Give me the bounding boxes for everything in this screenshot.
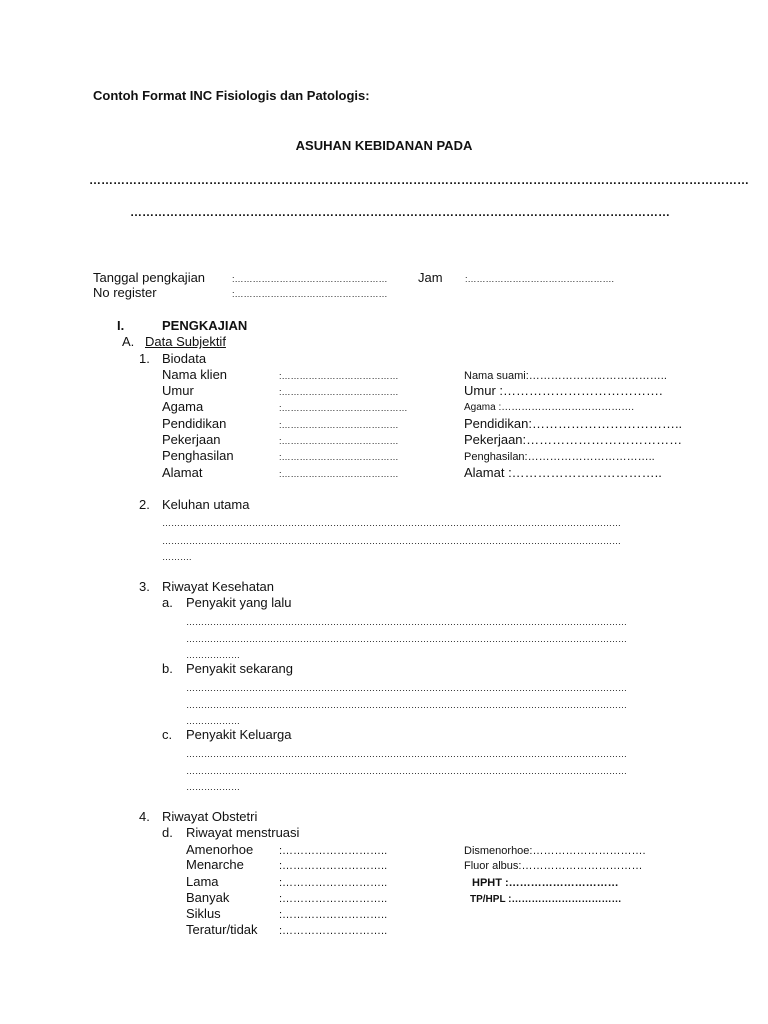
penyakit-sekarang-fill-line: …………………………………………………………………………………………………………………………………: [186, 700, 627, 710]
menstruasi-right-field: HPHT :…………………………: [472, 877, 619, 889]
menstruasi-left-field: :………………………..: [279, 893, 388, 905]
biodata-left-label: Pendidikan: [162, 416, 227, 431]
menstruasi-right-field: Dismenorhoe:………………………….: [464, 845, 646, 857]
biodata-number: 1.: [139, 351, 150, 366]
keluhan-fill-line: ………………………………………………………………………………………………………………………………………: [162, 536, 621, 546]
keluhan-fill-line: ……….: [162, 552, 192, 562]
keluhan-fill-line: ………………………………………………………………………………………………………………………………………: [162, 518, 621, 528]
menstruasi-left-field: :………………………..: [279, 860, 388, 872]
menstruasi-left-label: Siklus: [186, 906, 221, 921]
biodata-left-label: Alamat: [162, 465, 203, 480]
menstruasi-left-field: :………………………..: [279, 925, 388, 937]
title-fill-line-1: …………………………………………………………………………………………………………………………………………………: [89, 173, 749, 187]
penyakit-lalu-letter: a.: [162, 595, 173, 610]
menstruasi-right-field: Fluor albus:……………………………: [464, 860, 643, 872]
menstruasi-left-label: Amenorhoe: [186, 842, 254, 857]
keluhan-number: 2.: [139, 497, 150, 512]
biodata-left-field: :…………………………………: [279, 387, 399, 397]
menstruasi-letter: d.: [162, 825, 173, 840]
biodata-right-field: Alamat :……………………………..: [464, 465, 662, 480]
biodata-left-label: Pekerjaan: [162, 432, 221, 447]
penyakit-lalu-title: Penyakit yang lalu: [186, 595, 292, 610]
obstetri-number: 4.: [139, 809, 150, 824]
biodata-left-label: Penghasilan: [162, 448, 234, 463]
biodata-right-field: Pekerjaan:………………………………: [464, 432, 683, 447]
biodata-right-field: Umur :……………………………….: [464, 383, 663, 398]
menstruasi-left-field: :………………………..: [279, 845, 388, 857]
biodata-left-label: Agama: [162, 399, 204, 414]
biodata-right-field: Pendidikan:……………………………..: [464, 416, 683, 431]
menstruasi-left-field: :………………………..: [279, 909, 388, 921]
intro-heading: Contoh Format INC Fisiologis dan Patologis:: [93, 88, 370, 103]
menstruasi-left-label: Teratur/tidak: [186, 922, 258, 937]
biodata-left-field: :…………………………………: [279, 371, 399, 381]
subsection-letter: A.: [122, 334, 135, 349]
biodata-left-field: :……………………………………: [279, 403, 408, 413]
section-number: I.: [117, 318, 125, 333]
riwayat-kesehatan-title: Riwayat Kesehatan: [162, 579, 275, 594]
penyakit-sekarang-fill-line: …………………………………………………………………………………………………………………………………: [186, 683, 627, 693]
biodata-right-field: Nama suami:………………………………..: [464, 370, 667, 382]
menstruasi-left-field: :………………………..: [279, 877, 388, 889]
noregister-field: :……………………………………………: [232, 289, 388, 299]
penyakit-keluarga-letter: c.: [162, 727, 173, 742]
title-fill-line-2: ………………………………………………………………………………………………………………………: [130, 205, 670, 219]
menstruasi-left-label: Lama: [186, 874, 219, 889]
menstruasi-left-label: Banyak: [186, 890, 230, 905]
penyakit-lalu-fill-line: …………………………………………………………………………………………………………………………………: [186, 634, 627, 644]
penyakit-sekarang-letter: b.: [162, 661, 173, 676]
jam-label: Jam: [418, 270, 443, 285]
biodata-left-field: :…………………………………: [279, 436, 399, 446]
penyakit-lalu-fill-line: ………………: [186, 650, 240, 660]
subsection-title: Data Subjektif: [145, 334, 226, 349]
penyakit-sekarang-fill-line: ………………: [186, 716, 240, 726]
penyakit-keluarga-title: Penyakit Keluarga: [186, 727, 292, 742]
tanggal-field: :……………………………………………: [232, 274, 388, 284]
menstruasi-right-field: TP/HPL :……………………………: [470, 894, 622, 905]
biodata-left-label: Nama klien: [162, 367, 228, 382]
obstetri-title: Riwayat Obstetri: [162, 809, 258, 824]
biodata-left-field: :…………………………………: [279, 420, 399, 430]
noregister-label: No register: [93, 285, 157, 300]
biodata-title: Biodata: [162, 351, 207, 366]
tanggal-label: Tanggal pengkajian: [93, 270, 206, 285]
biodata-left-field: :…………………………………: [279, 452, 399, 462]
penyakit-keluarga-fill-line: ………………: [186, 782, 240, 792]
penyakit-keluarga-fill-line: …………………………………………………………………………………………………………………………………: [186, 749, 627, 759]
penyakit-sekarang-title: Penyakit sekarang: [186, 661, 293, 676]
menstruasi-left-label: Menarche: [186, 857, 244, 872]
document-title: ASUHAN KEBIDANAN PADA: [295, 138, 473, 153]
keluhan-title: Keluhan utama: [162, 497, 250, 512]
penyakit-keluarga-fill-line: …………………………………………………………………………………………………………………………………: [186, 766, 627, 776]
menstruasi-title: Riwayat menstruasi: [186, 825, 300, 840]
jam-field: :………………………………………….: [465, 274, 615, 284]
biodata-left-field: :…………………………………: [279, 469, 399, 479]
penyakit-lalu-fill-line: …………………………………………………………………………………………………………………………………: [186, 617, 627, 627]
section-title: PENGKAJIAN: [162, 318, 248, 333]
biodata-right-field: Agama :………………………………….: [464, 402, 635, 413]
biodata-left-label: Umur: [162, 383, 194, 398]
riwayat-kesehatan-number: 3.: [139, 579, 150, 594]
biodata-right-field: Penghasilan:……………………………..: [464, 451, 655, 463]
